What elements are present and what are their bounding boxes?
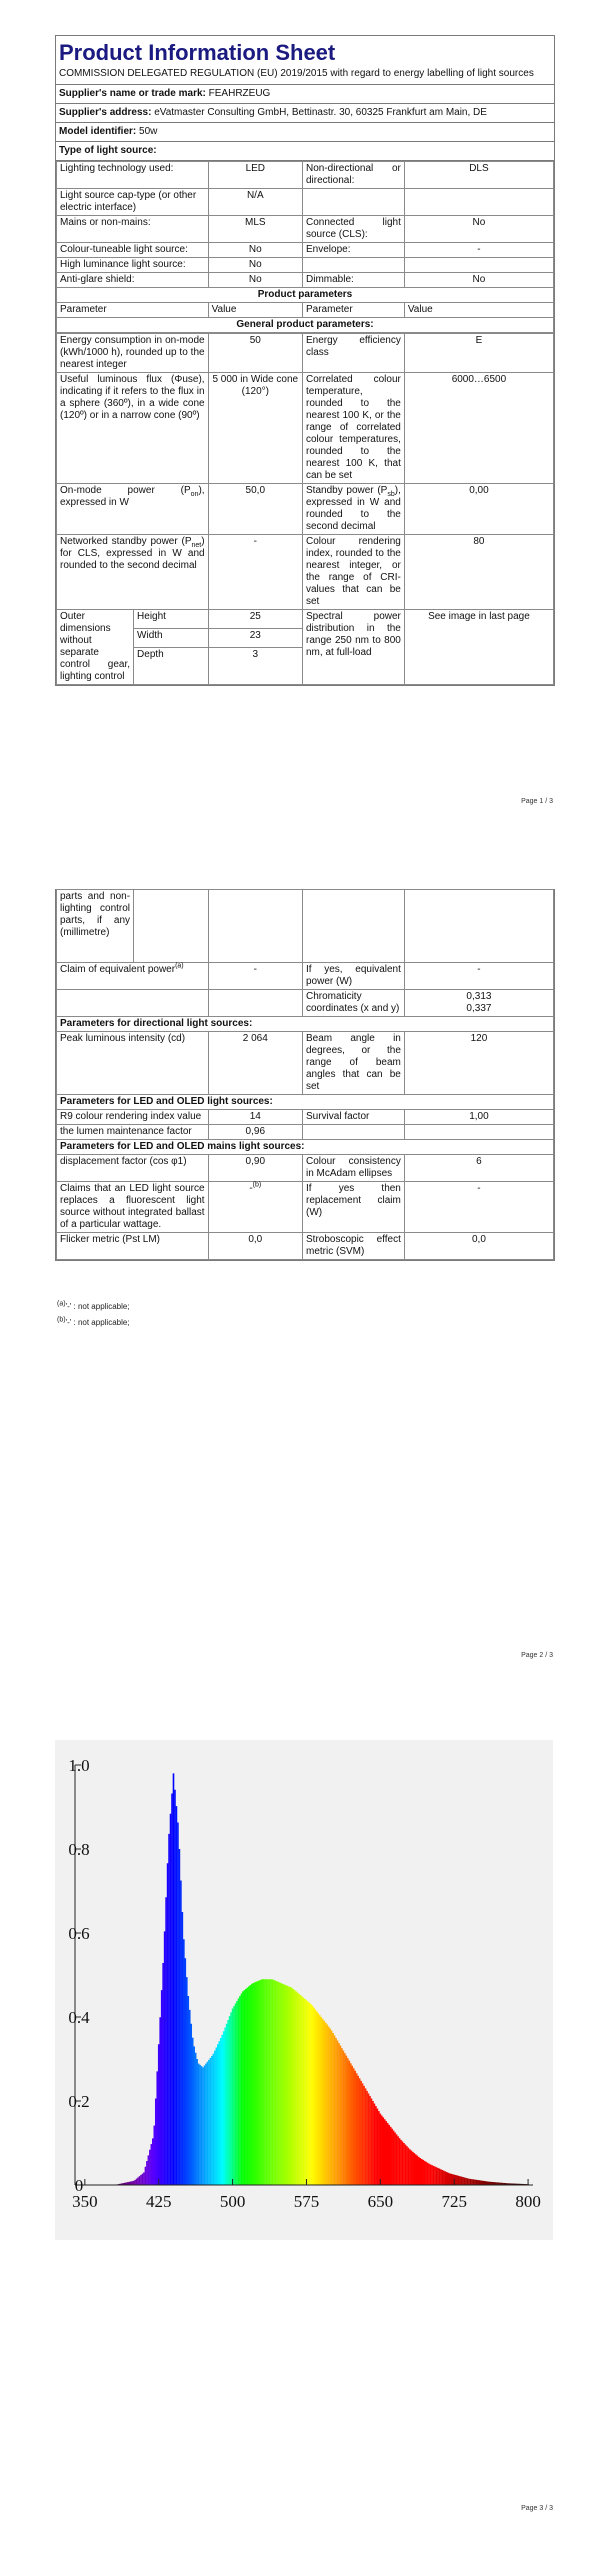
table-row: On-mode power $(P_{on})$, expressed in W 50,0 Standby power $(P_{sb})$, expressed in W and rounded to the second decimal 0,00 <box>57 484 554 535</box>
supplier-address-row <box>56 104 554 123</box>
table-row: Mains or non-mains: MLS Connected light source (CLS): No <box>57 216 554 243</box>
x-tick-label: 500 <box>219 2192 246 2211</box>
light-source-table <box>56 161 554 333</box>
table-row: Energy consumption in on-mode (kWh/1000 h), rounded up to the nearest integer 50 Energy efficiency class E <box>57 334 554 373</box>
section-heading: General product parameters: <box>57 318 554 333</box>
page-1 <box>0 0 603 855</box>
footnote-a: $^{(a)}$'-' : not applicable; <box>57 1300 130 1311</box>
x-tick-label: 725 <box>441 2192 467 2211</box>
table-row: High luminance light source: No <box>57 258 554 273</box>
section-heading: Parameters for LED and OLED light sources: <box>57 1095 554 1110</box>
footnote-b: $^{(b)}$'-' : not applicable; <box>57 1316 130 1327</box>
model-identifier: 50w <box>139 126 158 137</box>
info-sheet-page-1 <box>55 35 555 686</box>
table-row: Flicker metric (Pst LM) 0,0 Stroboscopic effect metric (SVM) 0,0 <box>57 1233 554 1260</box>
page-title: Product Information Sheet <box>59 40 336 65</box>
supplier-name: FEAHRZEUG <box>208 88 271 99</box>
page-number: Page 2 / 3 <box>521 1652 553 1659</box>
y-tick-label: 0.8 <box>68 1840 90 1859</box>
supplier-name-row <box>56 85 554 104</box>
page-number: Page 3 / 3 <box>521 2505 553 2512</box>
table-row: the lumen maintenance factor 0,96 <box>57 1125 554 1140</box>
x-tick-label: 575 <box>293 2192 320 2211</box>
table-row: R9 colour rendering index value 14 Survival factor 1,00 <box>57 1110 554 1125</box>
table-row: Colour-tuneable light source: No Envelope: - <box>57 243 554 258</box>
table-row: Outer dimensions without separate control gear, lighting control Height 25 Spectral power distribution in the range 250 nm to 800 nm, at full-load See image in last page <box>57 610 554 629</box>
table-row: Networked standby power $(P_{net})$ for CLS, expressed in W and rounded to the second decimal - Colour rendering index, rounded to the nearest integer, or the range of CRI-values that can be set 80 <box>57 535 554 610</box>
table-row: Peak luminous intensity (cd) 2 064 Beam angle in degrees, or the range of beam angles that can be set 120 <box>57 1032 554 1095</box>
supplier-address-label: Supplier's address: <box>59 107 152 118</box>
parameters-table <box>56 333 554 685</box>
y-tick-label: 1.0 <box>68 1756 90 1775</box>
parameters-table-continued <box>56 889 554 1260</box>
table-row: Claim of equivalent power$^{(a)}$ - If yes, equivalent power (W) - <box>57 963 554 990</box>
y-tick-label: 0.6 <box>68 1924 90 1943</box>
type-heading: Type of light source: <box>56 142 554 161</box>
column-header-row: Parameter Value Parameter Value <box>57 303 554 318</box>
section-heading: Parameters for LED and OLED mains light sources: <box>57 1140 554 1155</box>
table-row: Chromaticity coordinates (x and y) 0,313 0,337 <box>57 990 554 1017</box>
y-tick-label: 0 <box>74 2176 84 2195</box>
table-row: displacement factor (cos φ1) 0,90 Colour consistency in McAdam ellipses 6 <box>57 1155 554 1182</box>
table-row: Anti-glare shield: No Dimmable: No <box>57 273 554 288</box>
spectrum-svg <box>55 1740 553 2240</box>
section-heading: Product parameters <box>57 288 554 303</box>
x-tick-label: 425 <box>145 2192 172 2211</box>
model-row <box>56 123 554 142</box>
table-row: Depth 3 <box>57 648 554 685</box>
section-heading: Parameters for directional light sources: <box>57 1017 554 1032</box>
x-tick-label: 350 <box>72 2192 98 2211</box>
spectral-distribution-chart <box>55 1740 553 2240</box>
x-tick-label: 650 <box>367 2192 394 2211</box>
y-tick-label: 0.4 <box>68 2008 90 2027</box>
y-tick-label: 0.2 <box>68 2092 90 2111</box>
table-row: Width 23 <box>57 629 554 648</box>
info-sheet-page-2 <box>55 889 555 1261</box>
supplier-name-label: Supplier's name or trade mark: <box>59 88 206 99</box>
table-row: Useful luminous flux (Φuse), indicating if it refers to the flux in a sphere (360º), in a wide cone (120º) or in a narrow cone (90º) 5 000 in Wide cone (120°) Correlated colour temperature, rounded to the nearest 100 K, or the range of correlated colour temperatures, rounded to the nearest 100 K, that can be set 6000…6500 <box>57 373 554 484</box>
supplier-address: eVatmaster Consulting GmbH, Bettinastr. 30, 60325 Frankfurt am Main, DE <box>154 107 487 118</box>
x-tick-label: 800 <box>515 2192 541 2211</box>
regulation-text: COMMISSION DELEGATED REGULATION (EU) 2019/2015 with regard to energy labelling of light sources <box>56 68 554 85</box>
page-2 <box>0 855 603 1710</box>
model-label: Model identifier: <box>59 126 137 137</box>
table-row: Light source cap-type (or other electric interface) N/A <box>57 189 554 216</box>
table-row: Lighting technology used: LED Non-directional or directional: DLS <box>57 162 554 189</box>
table-row: Claims that an LED light source replaces a fluorescent light source without integrated ballast of a particular wattage. -$^{(b)}$ If yes then replacement claim (W) - <box>57 1182 554 1233</box>
table-row: parts and non-lighting control parts, if any (millimetre) <box>57 890 554 963</box>
page-number: Page 1 / 3 <box>521 798 553 805</box>
